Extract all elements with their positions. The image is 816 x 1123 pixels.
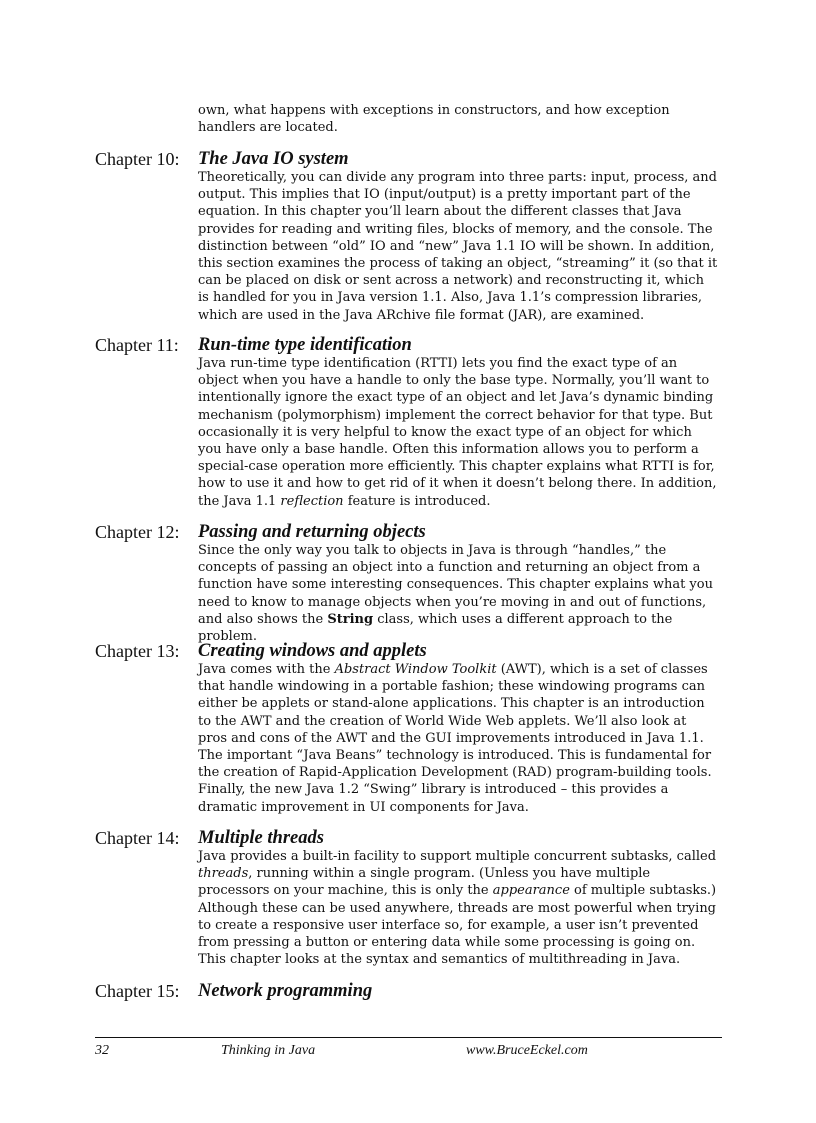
- chapter-number: Chapter 13:: [95, 641, 180, 661]
- intro-text: own, what happens with exceptions in constructors, and how exception handlers are located.: [198, 103, 670, 136]
- code-keyword: String: [327, 611, 374, 627]
- description-text: Since the only way you talk to objects in Java is through “handles,” the concepts of passing an object into a function and returning an object from a function have some interesting consequences. This chapter explains what you need to know to manage objects when you’re moving in and out of functions, and also shows the: [198, 543, 713, 627]
- chapter-description: [198, 542, 718, 645]
- chapter-title: Run-time type identification: [198, 335, 412, 355]
- website-url: www.BruceEckel.com: [466, 1043, 588, 1058]
- page-number: 32: [95, 1043, 109, 1058]
- emphasis-text: reflection: [280, 493, 344, 509]
- chapter-description: [198, 169, 718, 324]
- description-text: , running within a single program. (Unless you have multiple processors on your machine, this is only the: [198, 866, 651, 899]
- running-book-title: Thinking in Java: [221, 1043, 316, 1058]
- chapter-number: Chapter 10:: [95, 149, 180, 169]
- description-text: class, which uses a different approach to the problem.: [198, 611, 673, 645]
- chapter-title: The Java IO system: [198, 149, 349, 169]
- emphasis-text: Abstract Window Toolkit: [334, 662, 497, 677]
- emphasis-text: appearance: [492, 883, 570, 899]
- description-text: Java run-time type identification (RTTI) lets you find the exact type of an object when you have a handle to only the base type. Normally, you’ll want to intentionally ignore the exact type of an object and let Java’s dynamic binding mechanism (polymorphism) implement the correct behavior for that type. But occasionally it is very helpful to know the exact type of an object for which you have only a base handle. Often this information allows you to perform a special-case operation more efficiently. This chapter explains what RTTI is for, how to use it and how to get rid of it when it doesn’t belong there. In addition, the Java 1.1: [198, 356, 717, 509]
- description-text: Java comes with the: [198, 662, 335, 677]
- chapter-number: Chapter 11:: [95, 335, 179, 355]
- chapter-description: [198, 661, 718, 816]
- description-text: feature is introduced.: [343, 493, 491, 509]
- chapter-description: [198, 848, 718, 968]
- chapter-number: Chapter 14:: [95, 828, 180, 848]
- description-text: Java provides a built-in facility to support multiple concurrent subtasks, called: [198, 849, 717, 864]
- chapter-description: [198, 355, 718, 510]
- chapter-title: Creating windows and applets: [198, 641, 427, 661]
- description-text: of multiple subtasks.) Although these can be used anywhere, threads are most powerful when trying to create a responsive user interface so, for example, a user isn’t prevented from pressing a button or entering data while some processing is going on. This chapter looks at the syntax and semantics of multithreading in Java.: [198, 883, 717, 968]
- footer-divider: [95, 1037, 722, 1038]
- chapter-title: Multiple threads: [198, 828, 324, 848]
- description-text: (AWT), which is a set of classes that handle windowing in a portable fashion; these windowing programs can either be applets or stand-alone applications. This chapter is an introduction to the AWT and the creation of World Wide Web applets. We’ll also look at pros and cons of the AWT and the GUI improvements introduced in Java 1.1. The important “Java Beans” technology is introduced. This is fundamental for the creation of Rapid-Application Development (RAD) program-building tools. Finally, the new Java 1.2 “Swing” library is introduced – this provides a dramatic improvement in UI components for Java.: [198, 662, 712, 815]
- chapter-title: Passing and returning objects: [198, 522, 426, 542]
- chapter-title: Network programming: [198, 981, 373, 1001]
- intro-paragraph: [198, 102, 718, 136]
- chapter-number: Chapter 15:: [95, 981, 180, 1001]
- emphasis-text: threads: [198, 866, 249, 882]
- chapter-number: Chapter 12:: [95, 522, 180, 542]
- description-text: Theoretically, you can divide any program into three parts: input, process, and output. This implies that IO (input/output) is a pretty important part of the equation. In this chapter you’ll learn about the different classes that Java provides for reading and writing files, blocks of memory, and the console. The distinction between “old” IO and “new” Java 1.1 IO will be shown. In addition, this section examines the process of taking an object, “streaming” it (so that it can be placed on disk or sent across a network) and reconstructing it, which is handled for you in Java version 1.1. Also, Java 1.1’s compression libraries, which are used in the Java ARchive file format (JAR), are examined.: [198, 170, 718, 323]
